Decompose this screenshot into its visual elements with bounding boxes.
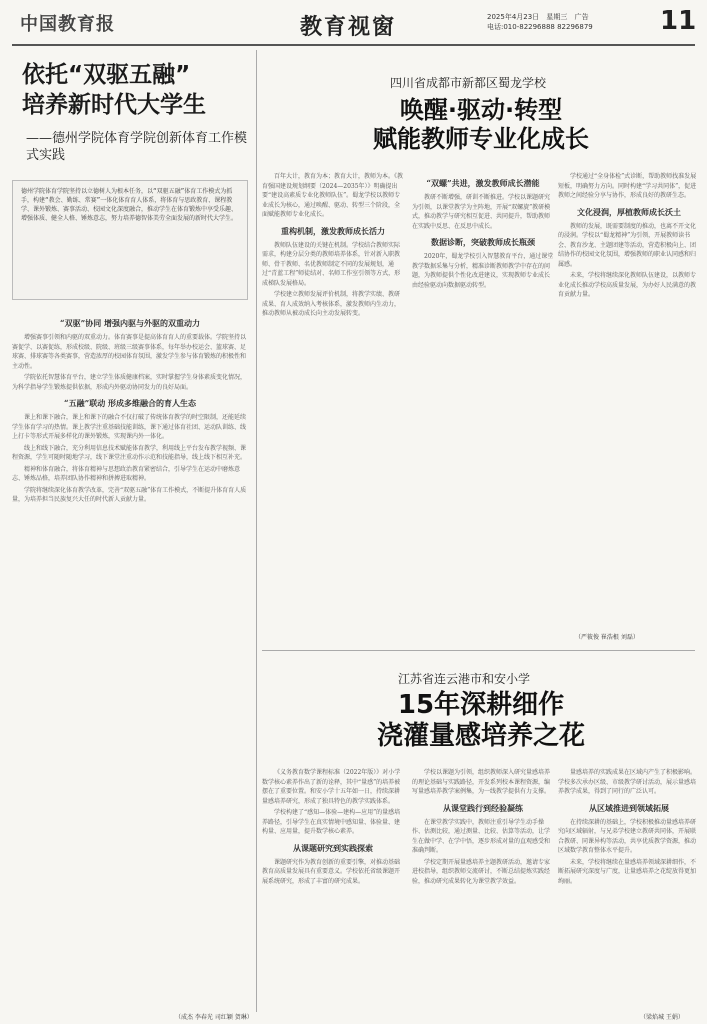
article1-paragraph: 2020年，蜀龙学校引入智慧教育平台，通过课堂教学数据采集与分析，精准诊断教师教学中存在的问题，为教师提供个性化改进建议，实现教师专业成长由经验驱动向数据驱动转型。	[412, 253, 554, 289]
article2-paragraph: 量感培养的实践成果在区域内产生了积极影响。学校多次承办区级、市级教学研讨活动，展示量感培养教学成果，得到了同行的广泛认可。	[558, 769, 697, 795]
article2-paragraph: 在课堂教学实践中，教师注重引导学生动手操作、估测比较，通过测量、比较、估算等活动，让学生在做中学、在学中悟，逐步形成对量的直观感受和准确判断。	[412, 818, 551, 854]
publication-info	[487, 12, 594, 32]
issue-date: 2025年4月23日	[487, 13, 540, 21]
lead-byline: （成杰 李春光 司红颖 贺琳）	[175, 1014, 253, 1021]
article2-subhead: 从区域推进到领域拓展	[589, 802, 669, 813]
lead-subhead-2: “五融”联动 形成多维融合的育人生态	[64, 398, 196, 408]
article2-paragraph: 在持续深耕的基础上，学校积极推动量感培养研究向区域辐射，与兄弟学校建立教研共同体，开展联合教研、同课异构等活动，共享优质教学资源，推动区域数学教育整体水平提升。	[558, 818, 697, 854]
lead-article-header	[12, 60, 248, 164]
article2-column-3	[558, 768, 700, 888]
masthead-rule	[12, 44, 695, 46]
lead-paragraph: 学院依托智慧体育平台，建立学生体质健康档案，实时掌握学生身体素质变化情况，为科学指导学生锻炼提供依据，形成内外驱动协同发力的良好局面。	[12, 374, 247, 391]
article2-byline: （梁焰城 王娟）	[640, 1014, 684, 1021]
article1-paragraph: 学校通过“全身体检”式诊断，帮助教师找准发展短板，明确努力方向。同时构建“学习共同体”，促进教师之间经验分享与协作，形成良好的教研生态。	[558, 173, 697, 199]
article1-paragraph: 教师的发展，既需要制度的推动，也离不开文化的浸润。学校以“蜀龙精神”为引领，开展教师读书会、教育沙龙、主题团建等活动，营造积极向上、团结协作的校园文化氛围，增强教师的职业认同感和归属感。	[558, 222, 697, 268]
article2-subhead: 从课题研究到实践探索	[293, 842, 373, 853]
section-title: 教育视窗	[300, 14, 397, 40]
article1-column-2	[412, 172, 554, 292]
article2-title-line2: 浇灌量感培养之花	[376, 721, 585, 751]
article1-subhead: 重构机制，激发教师成长活力	[281, 225, 385, 236]
newspaper-logo: 中国教育报	[20, 14, 115, 35]
lead-body	[12, 312, 248, 507]
lead-intro-box	[12, 180, 248, 300]
article1-subhead: 数据诊断，突破教师成长瓶颈	[431, 237, 535, 247]
article1-paragraph: 百年大计，教育为本；教育大计，教师为本。《教育强国建设规划纲要（2024—2035年）》明确提出要“建设高素质专业化教师队伍”。蜀龙学校以教师专业成长为核心，通过唤醒、驱动、转型三个阶段，全面赋能教师专业化成长。	[262, 173, 404, 218]
article1-paragraph: 教研不断增强，研训不断推进。学校以课题研究为引领，以课堂教学为主阵地，开展“双螺旋”教研模式，推动教学与研究相互促进、共同提升，帮助教师在实践中反思、在反思中成长。	[412, 194, 551, 230]
article1-title	[346, 96, 616, 154]
article2-paragraph: 《义务教育数学课程标准（2022年版）》对小学数学核心素养作出了新的诠释，其中“量感”的培养被摆在了重要位置。和安小学十五年如一日，持续深耕量感培养研究，形成了独具特色的教学实践体系。	[262, 769, 401, 805]
article2-paragraph: 未来，学校将继续在量感培养领域深耕细作，不断拓展研究深度与广度，让量感培养之花绽放得更加绚丽。	[558, 858, 697, 885]
page-number: 11	[660, 6, 697, 36]
article1-byline: （严筱俊 崔浩根 刘磊）	[575, 634, 639, 641]
article2-column-1	[262, 768, 404, 888]
lead-subtitle: ——德州学院体育学院创新体育工作模式实践	[26, 131, 248, 163]
article2-title-line1: 15年深耕细作	[397, 690, 565, 720]
article1-paragraph: 学校建立教师发展评价机制，将教学实绩、教研成果、育人成效纳入考核体系，激发教师内生动力，推动教师从被动成长向主动发展转变。	[262, 291, 401, 317]
article1-column-3	[558, 172, 700, 302]
column-divider	[256, 50, 257, 1012]
article1-kicker: 四川省成都市新都区蜀龙学校	[390, 76, 547, 90]
lead-intro-text: 德州学院体育学院坚持以立德树人为根本任务，以“双驱五融”体育工作模式为抓手，构建“教会、勤练、常赛”一体化体育育人体系，将体育与思政教育、课程教学、课外锻炼、赛事活动、校园文化深度融合，推动学生在体育锻炼中享受乐趣、增强体质、健全人格、锤炼意志，努力培养德智体美劳全面发展的新时代大学生。	[21, 188, 238, 222]
article2-paragraph: 学校以课题为引领，组织教师深入研究量感培养的理论基础与实践路径，开发系列校本课程资源，编写量感培养教学案例集，为一线教学提供有力支撑。	[412, 769, 551, 795]
page-type: 广告	[574, 13, 589, 21]
article1-subhead: 文化浸润，厚植教师成长沃土	[577, 206, 681, 217]
article2-title	[346, 690, 616, 752]
article1-title-line1: 唤醒·驱动·转型	[399, 96, 563, 124]
lead-title-line2: 培养新时代大学生	[22, 92, 206, 118]
lead-paragraph: 增强赛事引领和内驱的双重动力。体育赛事是提高体育育人的重要载体。学院坚持以赛促学、以赛促练，形成校级、院级、班级三级赛事体系，每年举办校运会、篮球赛、足球赛、排球赛等各类赛事，营造浓厚的校园体育氛围，激发学生参与体育锻炼的积极性和主动性。	[12, 334, 247, 370]
lead-title-line1: 依托“双驱五融”	[22, 62, 191, 88]
article1-paragraph: 未来，学校将继续深化教师队伍建设，以教师专业化成长推动学校高质量发展，为办好人民满意的教育贡献力量。	[558, 272, 697, 298]
masthead	[0, 0, 707, 50]
lead-paragraph: 线上和线下融合，充分利用信息技术赋能体育教学，利用线上平台发布教学视频、课程资源，学生可随时随地学习，线下课堂注重动作示范和技能指导，线上线下相互补充。	[12, 444, 247, 461]
issue-weekday: 星期三	[546, 13, 568, 21]
article2-column-2	[412, 768, 554, 888]
article-divider	[262, 650, 695, 651]
article1-column-1	[262, 172, 404, 321]
lead-subhead-1: “双驱”协同 增强内驱与外驱的双重动力	[60, 318, 200, 328]
article1-paragraph: 教师队伍建设的关键在机制。学校结合教师实际需求，构建分层分类的教师培养体系，针对新入职教师、骨干教师、名优教师制定不同的发展规划，通过“青蓝工程”师徒结对、名师工作室引领等方式，形成梯队发展格局。	[262, 241, 401, 287]
lead-paragraph: 精神和体育融合，将体育精神与思想政治教育紧密结合，引导学生在运动中磨炼意志、锤炼品格，培养团队协作精神和拼搏进取精神。	[12, 465, 241, 482]
lead-paragraph: 学院将继续深化体育教学改革，完善“双驱五融”体育工作模式，不断提升体育育人质量，为培养担当民族复兴大任的时代新人贡献力量。	[12, 486, 247, 503]
article2-paragraph: 学校定期开展量感培养主题教研活动，邀请专家进校指导，组织教师交流研讨，不断总结提炼实践经验，推动研究成果转化为课堂教学效益。	[412, 858, 551, 885]
article2-paragraph: 课题研究作为教育创新的重要引擎，对推动基础教育高质量发展具有重要意义。学校依托省级课题开展系统研究，形成了丰富的研究成果。	[262, 858, 401, 885]
article1-subhead: “双螺”共进，激发教师成长潜能	[426, 178, 540, 188]
lead-paragraph: 课上和课下融合，课上和课下的融合不仅打破了传统体育教学的时空限制，还能延续学生体育学习的热情。课上教学注重基础技能训练，课下通过体育社团、运动队训练、线上打卡等形式开展多样化的课外锻炼，实现课内外一体化。	[12, 414, 247, 440]
article2-kicker: 江苏省连云港市和安小学	[398, 672, 531, 686]
article1-title-line2: 赋能教师专业化成长	[373, 125, 589, 153]
contact-phone: 电话:010-82296888 82296879	[487, 23, 593, 31]
article2-subhead: 从课堂践行到经验凝练	[443, 802, 523, 813]
article2-paragraph: 学校构建了“感知—体验—建构—应用”的量感培养路径，引导学生在真实情境中感知量、体验量、建构量、应用量，提升数学核心素养。	[262, 809, 401, 835]
